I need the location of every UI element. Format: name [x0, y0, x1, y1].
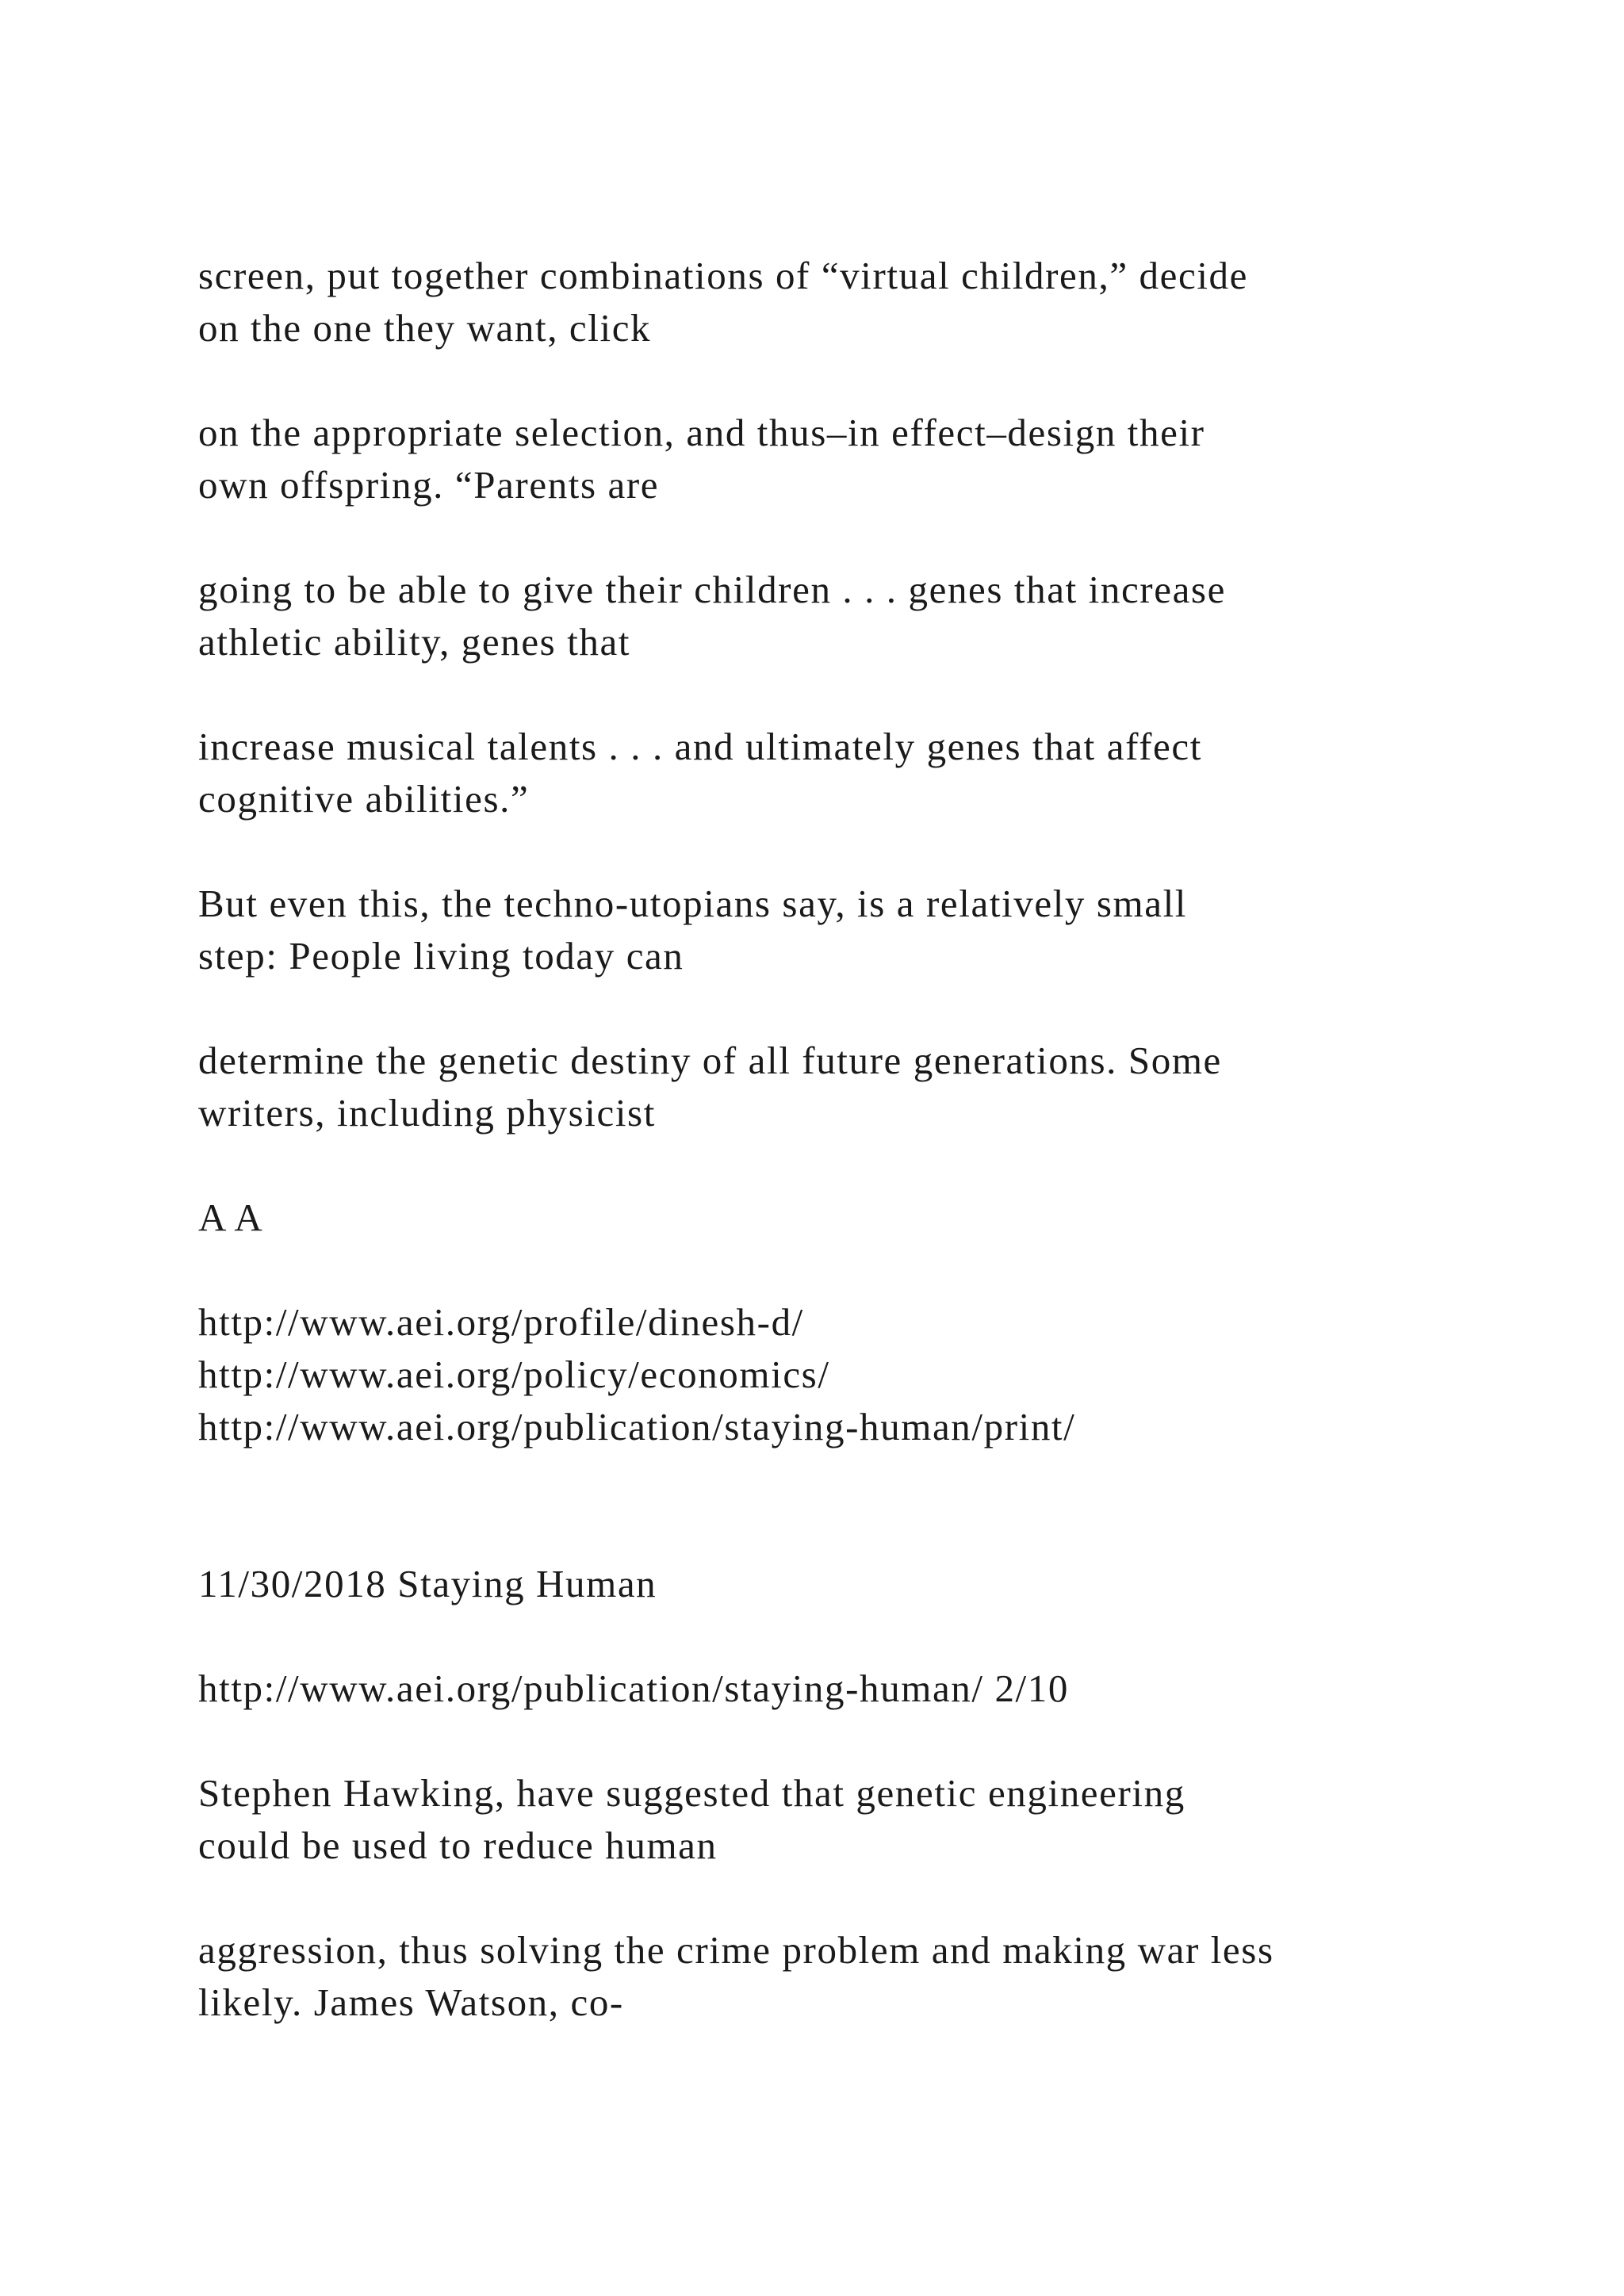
page-header-date-title — [198, 1558, 1507, 1610]
text-line: aggression, thus solving the crime problem and making war less — [198, 1928, 1274, 1972]
text-line: cognitive abilities.” — [198, 777, 530, 821]
paragraph — [198, 1035, 1507, 1139]
text-line: on the one they want, click — [198, 306, 652, 350]
paragraph — [198, 407, 1507, 511]
text-line: writers, including physicist — [198, 1091, 656, 1135]
url-line: http://www.aei.org/profile/dinesh-d/ — [198, 1300, 804, 1344]
text-line: But even this, the techno-utopians say, is a relatively small — [198, 882, 1188, 925]
text-line: could be used to reduce human — [198, 1823, 718, 1867]
text-line: likely. James Watson, co- — [198, 1980, 624, 2024]
text-line: on the appropriate selection, and thus–in effect–design their — [198, 411, 1205, 454]
text-line: screen, put together combinations of “virtual children,” decide — [198, 254, 1248, 297]
url-list — [198, 1296, 1507, 1453]
paragraph — [198, 878, 1507, 982]
paragraph — [198, 1767, 1507, 1872]
text-line: determine the genetic destiny of all future generations. Some — [198, 1039, 1222, 1082]
url-line: http://www.aei.org/publication/staying-human/print/ — [198, 1405, 1076, 1448]
page-header-url — [198, 1663, 1507, 1715]
text-line: going to be able to give their children . . . genes that increase — [198, 568, 1226, 611]
text-line: Stephen Hawking, have suggested that genetic engineering — [198, 1771, 1185, 1815]
paragraph — [198, 250, 1507, 354]
paragraph — [198, 1924, 1507, 2029]
text-line: athletic ability, genes that — [198, 620, 631, 664]
text-line: increase musical talents . . . and ultimately genes that affect — [198, 725, 1202, 768]
paragraph — [198, 1192, 1507, 1244]
text-line: 11/30/2018 Staying Human — [198, 1562, 657, 1605]
url-line: http://www.aei.org/publication/staying-human/ 2/10 — [198, 1667, 1069, 1710]
paragraph — [198, 721, 1507, 825]
text-line: A A — [198, 1196, 264, 1239]
paragraph — [198, 564, 1507, 668]
text-line: step: People living today can — [198, 934, 684, 978]
text-line: own offspring. “Parents are — [198, 463, 660, 507]
url-line: http://www.aei.org/policy/economics/ — [198, 1353, 830, 1396]
